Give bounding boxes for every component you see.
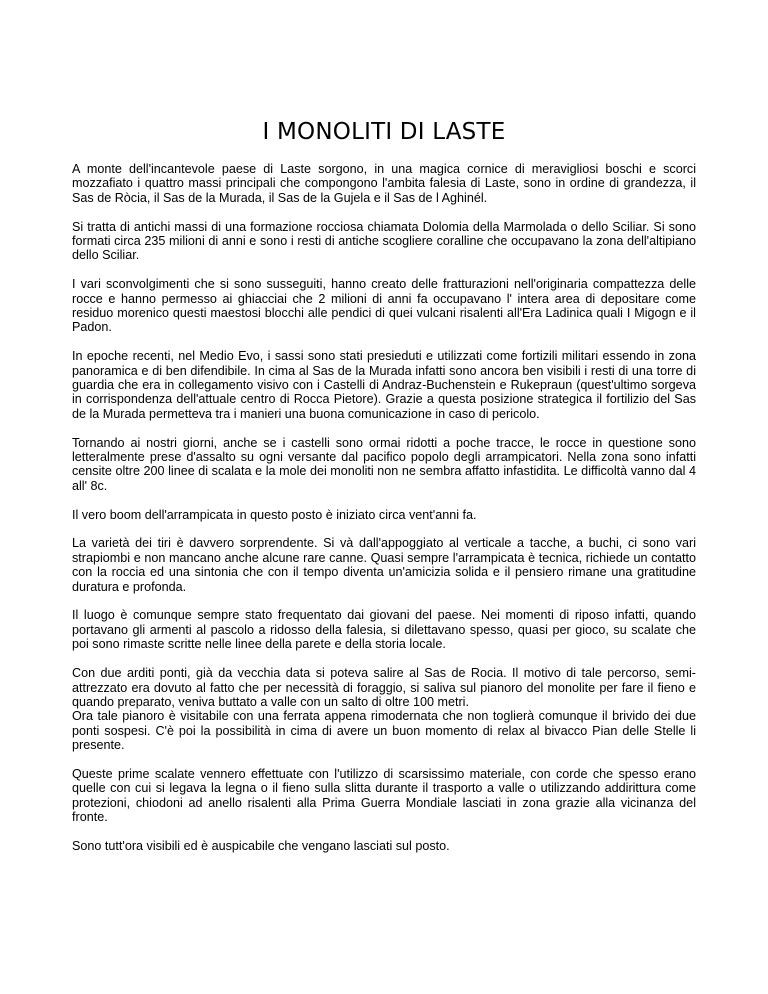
paragraph-text: Il luogo è comunque sempre stato frequentato dai giovani del paese. Nei momenti di riposo infatti, quando portavano gli armenti al pascolo a ridosso della falesia, si dilettavano spesso, quasi per gioco, su scalate che poi sono rimaste scritte nelle linee della parete e della storia locale. <box>72 608 696 652</box>
paragraph-text: Il vero boom dell'arrampicata in questo posto è iniziato circa vent'anni fa. <box>72 507 477 522</box>
paragraph-text: Tornando ai nostri giorni, anche se i castelli sono ormai ridotti a poche tracce, le rocce in questione sono letteralmente prese d'assalto su ogni versante dal pacifico popolo degli arrampicatori. Nella zona sono infatti censite oltre 200 linee di scalata e la mole dei monoliti non ne sembra affatto infastidita. Le difficoltà vanno dal 4 all' 8c. <box>72 435 696 493</box>
paragraph-text: Queste prime scalate vennero effettuate con l'utilizzo di scarsissimo materiale, con corde che spesso erano quelle con cui si legava la legna o il fieno sulla slitta durante il trasporto a valle o utilizzando addirittura come protezioni, chiodoni ad anello risalenti alla Prima Guerra Mondiale lasciati in zona grazie alla vicinanza del fronte. <box>72 766 696 825</box>
paragraph <box>72 436 696 494</box>
paragraph <box>72 767 696 825</box>
paragraph <box>72 277 696 335</box>
paragraph <box>72 839 696 853</box>
paragraph-text: La varietà dei tiri è davvero sorprendente. Si và dall'appoggiato al verticale a tacche, a buchi, ci sono vari strapiombi e non mancano anche alcune rare canne. Quasi sempre l'arrampicata è tecnica, richiede un contatto con la roccia ed una sintonia che con il tempo diventa un'amicizia solida e il pensiero rimane una gratitudine duratura e profonda. <box>72 536 696 594</box>
paragraph <box>72 349 696 421</box>
document-title: I MONOLITI DI LASTE <box>262 119 506 145</box>
paragraph <box>72 536 696 594</box>
paragraph-text: In epoche recenti, nel Medio Evo, i sassi sono stati presieduti e utilizzati come fortizili militari essendo in zona panoramica e di ben difendibile. In cima al Sas de la Murada infatti sono ancora ben visibili i resti di una torre di guardia che era in collegamento visivo con i Castelli di Andraz-Buchenstein e Rukepraun (quest'ultimo sorgeva in corrispondenza dell'attuale centro di Rocca Pietore). Grazie a questa posizione strategica il fortilizio del Sas de la Murada permetteva tra i manieri una buona comunicazione in caso di pericolo. <box>72 349 696 421</box>
paragraph <box>72 666 696 752</box>
paragraph-text: I vari sconvolgimenti che si sono susseguiti, hanno creato delle fratturazioni nell'originaria compattezza delle rocce e hanno permesso ai ghiacciai che 2 milioni di anni fa occupavano l' intera area di depositare come residuo morenico questi maestosi blocchi alle pendici di quei vulcani risalenti all'Era Ladinica quali I Migogn e il Padon. <box>72 277 696 335</box>
paragraph-text: A monte dell'incantevole paese di Laste sorgono, in una magica cornice di meravigliosi boschi e scorci mozzafiato i quattro massi principali che compongono l'ambita falesia di Laste, sono in ordine di grandezza, il Sas de Ròcia, il Sas de la Murada, il Sas de la Gujela e il Sas de l Aghinél. <box>72 162 696 205</box>
paragraph-text: Si tratta di antichi massi di una formazione rocciosa chiamata Dolomia della Marmolada o dello Sciliar. Si sono formati circa 235 milioni di anni e sono i resti di antiche scogliere coralline che occupavano la zona dell'altipiano dello Sciliar. <box>72 219 696 263</box>
paragraph <box>72 608 696 651</box>
paragraph <box>72 162 696 205</box>
paragraph-text: Con due arditi ponti, già da vecchia data si poteva salire al Sas de Rocia. Il motivo di tale percorso, semi-attrezzato era dovuto al fatto che per necessità di foraggio, si saliva sul pianoro del monolite per fare il fieno e quando preparato, veniva buttato a valle con un salto di oltre 100 metri. <box>72 666 696 709</box>
paragraph-text: Sono tutt'ora visibili ed è auspicabile che vengano lasciati sul posto. <box>72 838 450 853</box>
paragraph <box>72 220 696 263</box>
document-page <box>72 0 696 868</box>
paragraph <box>72 508 696 522</box>
paragraph-text: Ora tale pianoro è visitabile con una ferrata appena rimodernata che non toglierà comunque il brivido dei due ponti sospesi. C'è poi la possibilità in cima di avere un buon momento di relax al bivacco Pian delle Stelle li presente. <box>72 709 696 753</box>
document-body <box>72 162 696 853</box>
